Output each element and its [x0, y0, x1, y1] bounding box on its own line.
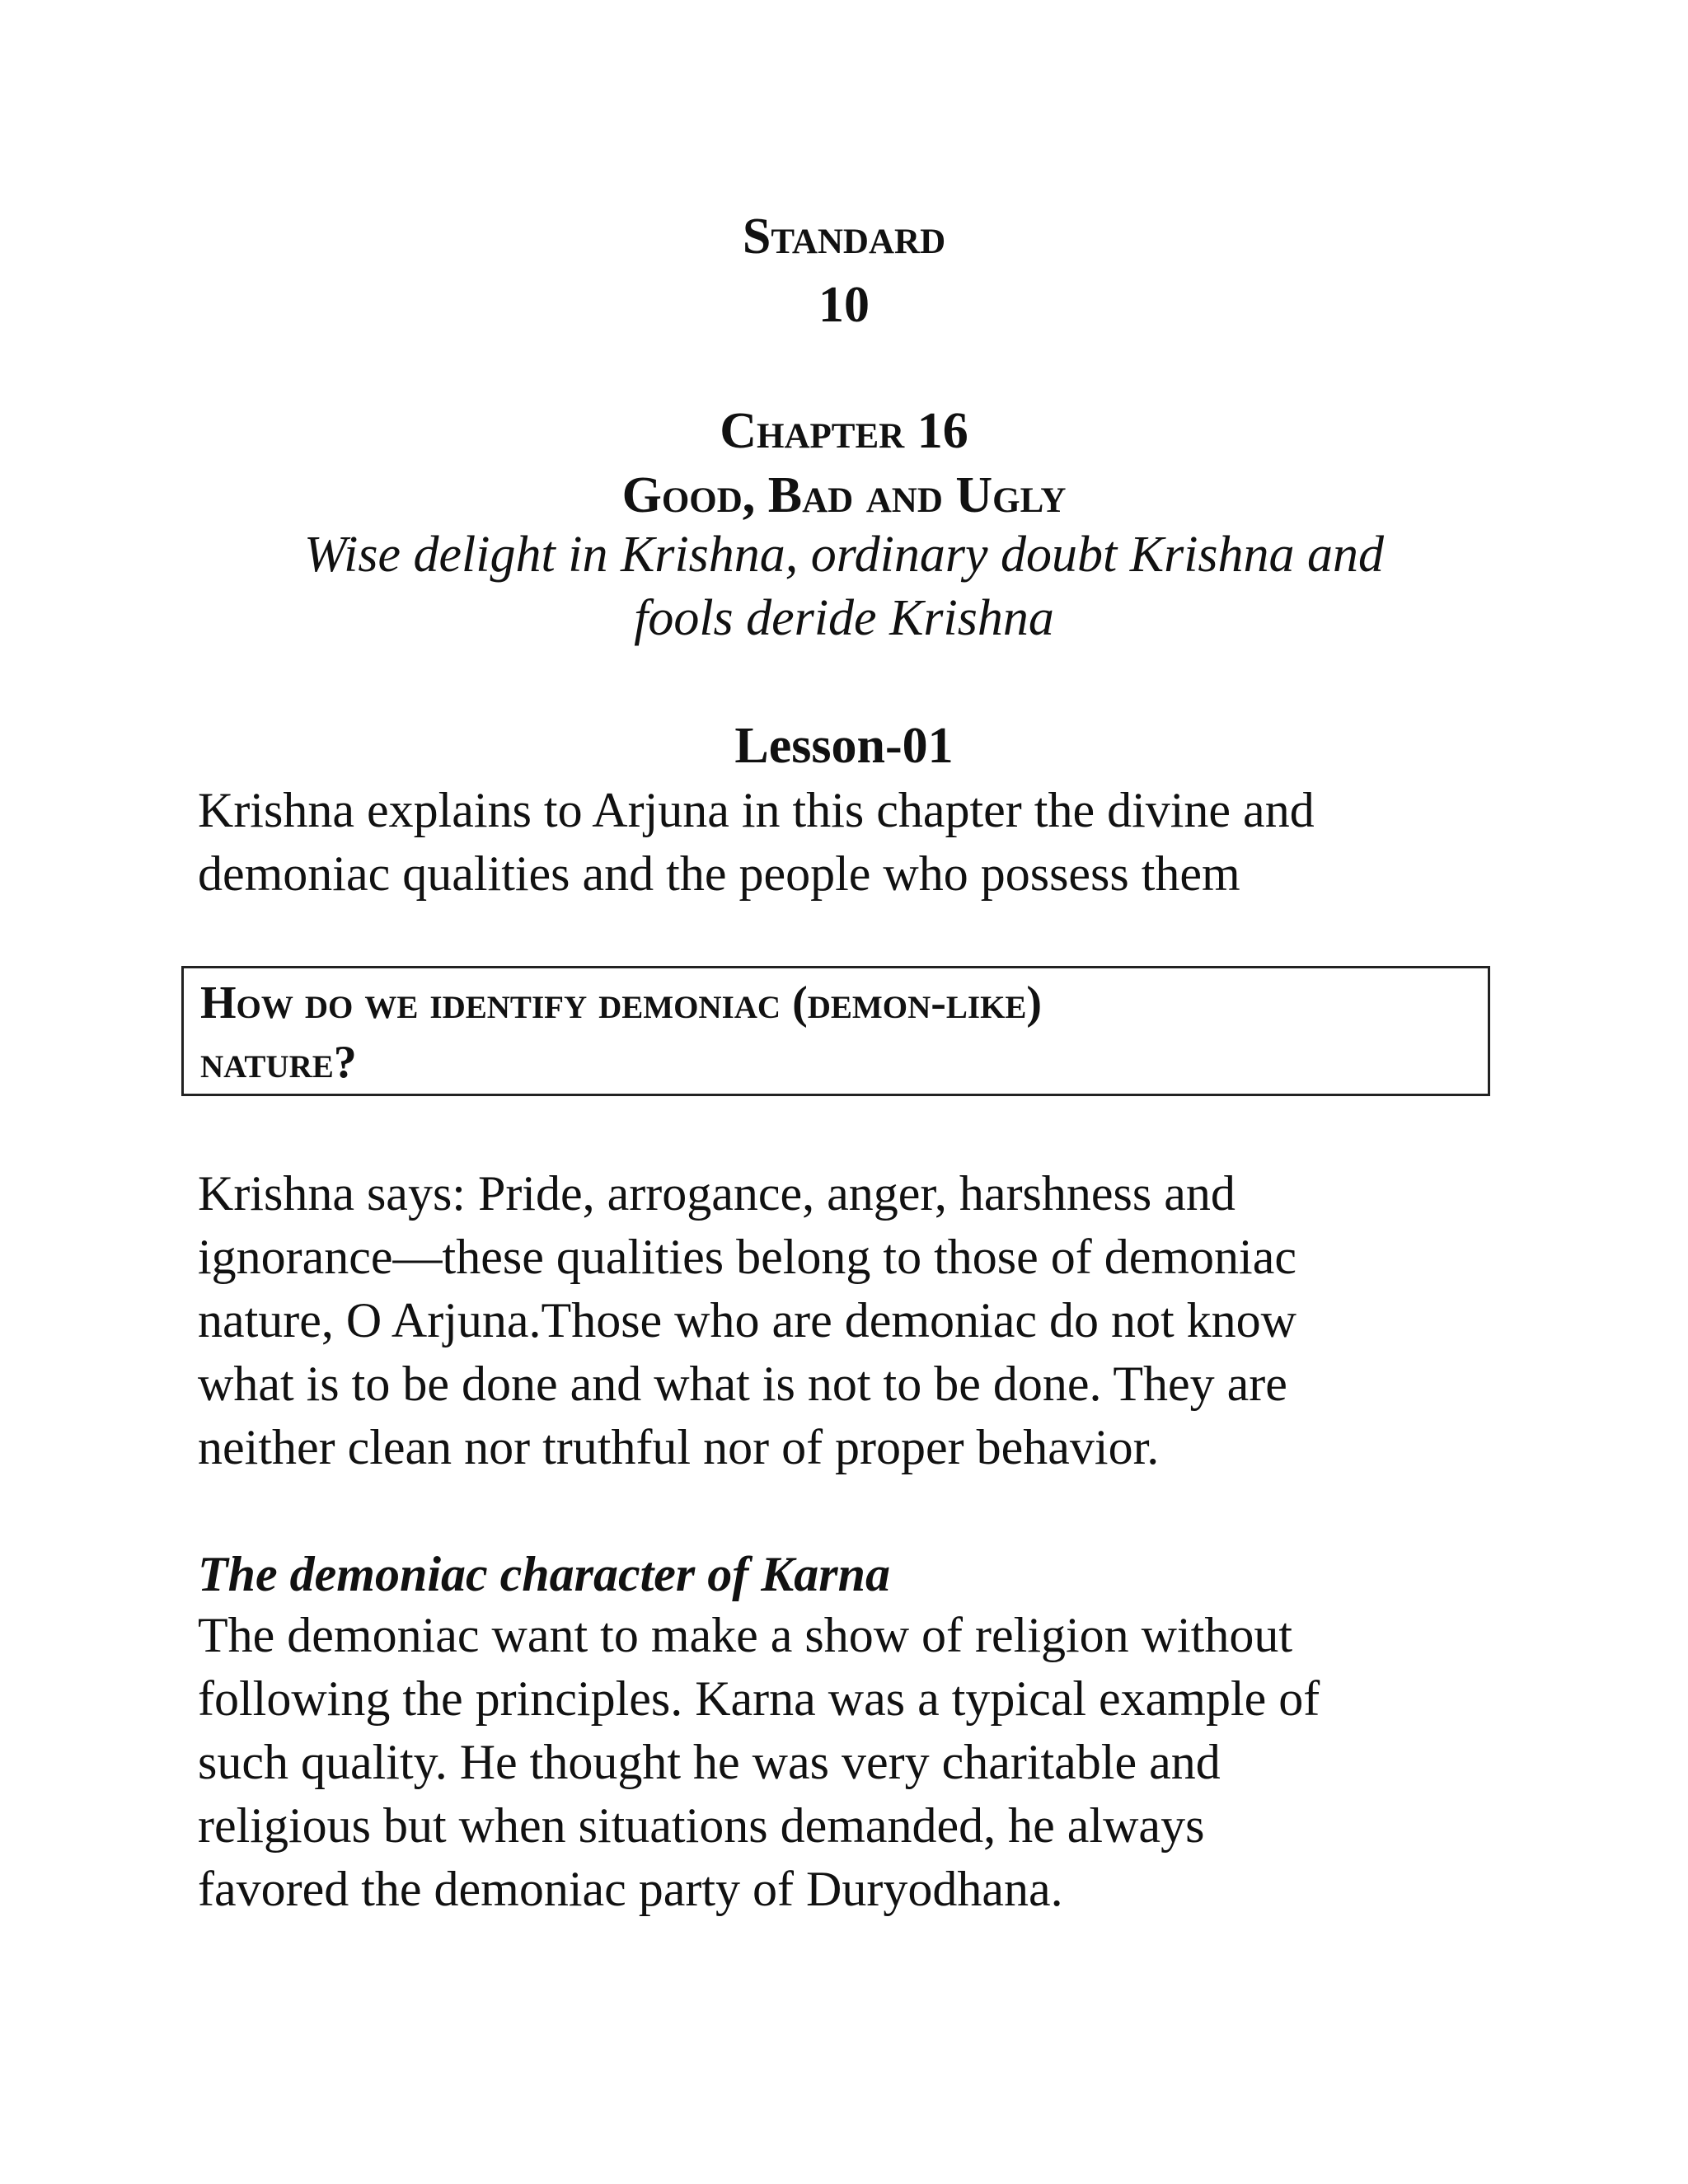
- lesson-intro-line: Krishna explains to Arjuna in this chapter the divine and: [198, 783, 1315, 837]
- question-box: [181, 966, 1490, 1096]
- answer-paragraph: [198, 1162, 1533, 1479]
- standard-label: Standard: [742, 209, 946, 265]
- lesson-title: Lesson-01: [734, 718, 954, 774]
- chapter-label: Chapter 16: [720, 403, 968, 459]
- karna-line: religious but when situations demanded, he always: [198, 1798, 1205, 1853]
- karna-line: The demoniac want to make a show of religion without: [198, 1608, 1292, 1662]
- lesson-intro-line: demoniac qualities and the people who possess them: [198, 846, 1240, 901]
- chapter-subtitle-line: fools deride Krishna: [634, 590, 1054, 646]
- answer-line: what is to be done and what is not to be done. They are: [198, 1357, 1287, 1411]
- karna-line: such quality. He thought he was very charitable and: [198, 1735, 1221, 1789]
- chapter-title: Good, Bad and Ugly: [621, 467, 1067, 523]
- karna-section-heading: The demoniac character of Karna: [198, 1547, 890, 1601]
- karna-line: following the principles. Karna was a typical example of: [198, 1671, 1320, 1726]
- answer-line: neither clean nor truthful nor of proper behavior.: [198, 1420, 1160, 1474]
- question-line: How do we identify demoniac (demon-like): [200, 977, 1043, 1029]
- standard-number: 10: [818, 277, 870, 333]
- karna-paragraph: [198, 1604, 1533, 1921]
- lesson-intro: [198, 779, 1533, 906]
- question-line: nature?: [200, 1037, 357, 1088]
- chapter-subtitle-line: Wise delight in Krishna, ordinary doubt Krishna and: [303, 527, 1385, 583]
- answer-line: nature, O Arjuna.Those who are demoniac do not know: [198, 1293, 1296, 1347]
- answer-line: ignorance—these qualities belong to those of demoniac: [198, 1230, 1296, 1284]
- answer-line: Krishna says: Pride, arrogance, anger, harshness and: [198, 1166, 1236, 1221]
- karna-line: favored the demoniac party of Duryodhana.: [198, 1862, 1063, 1916]
